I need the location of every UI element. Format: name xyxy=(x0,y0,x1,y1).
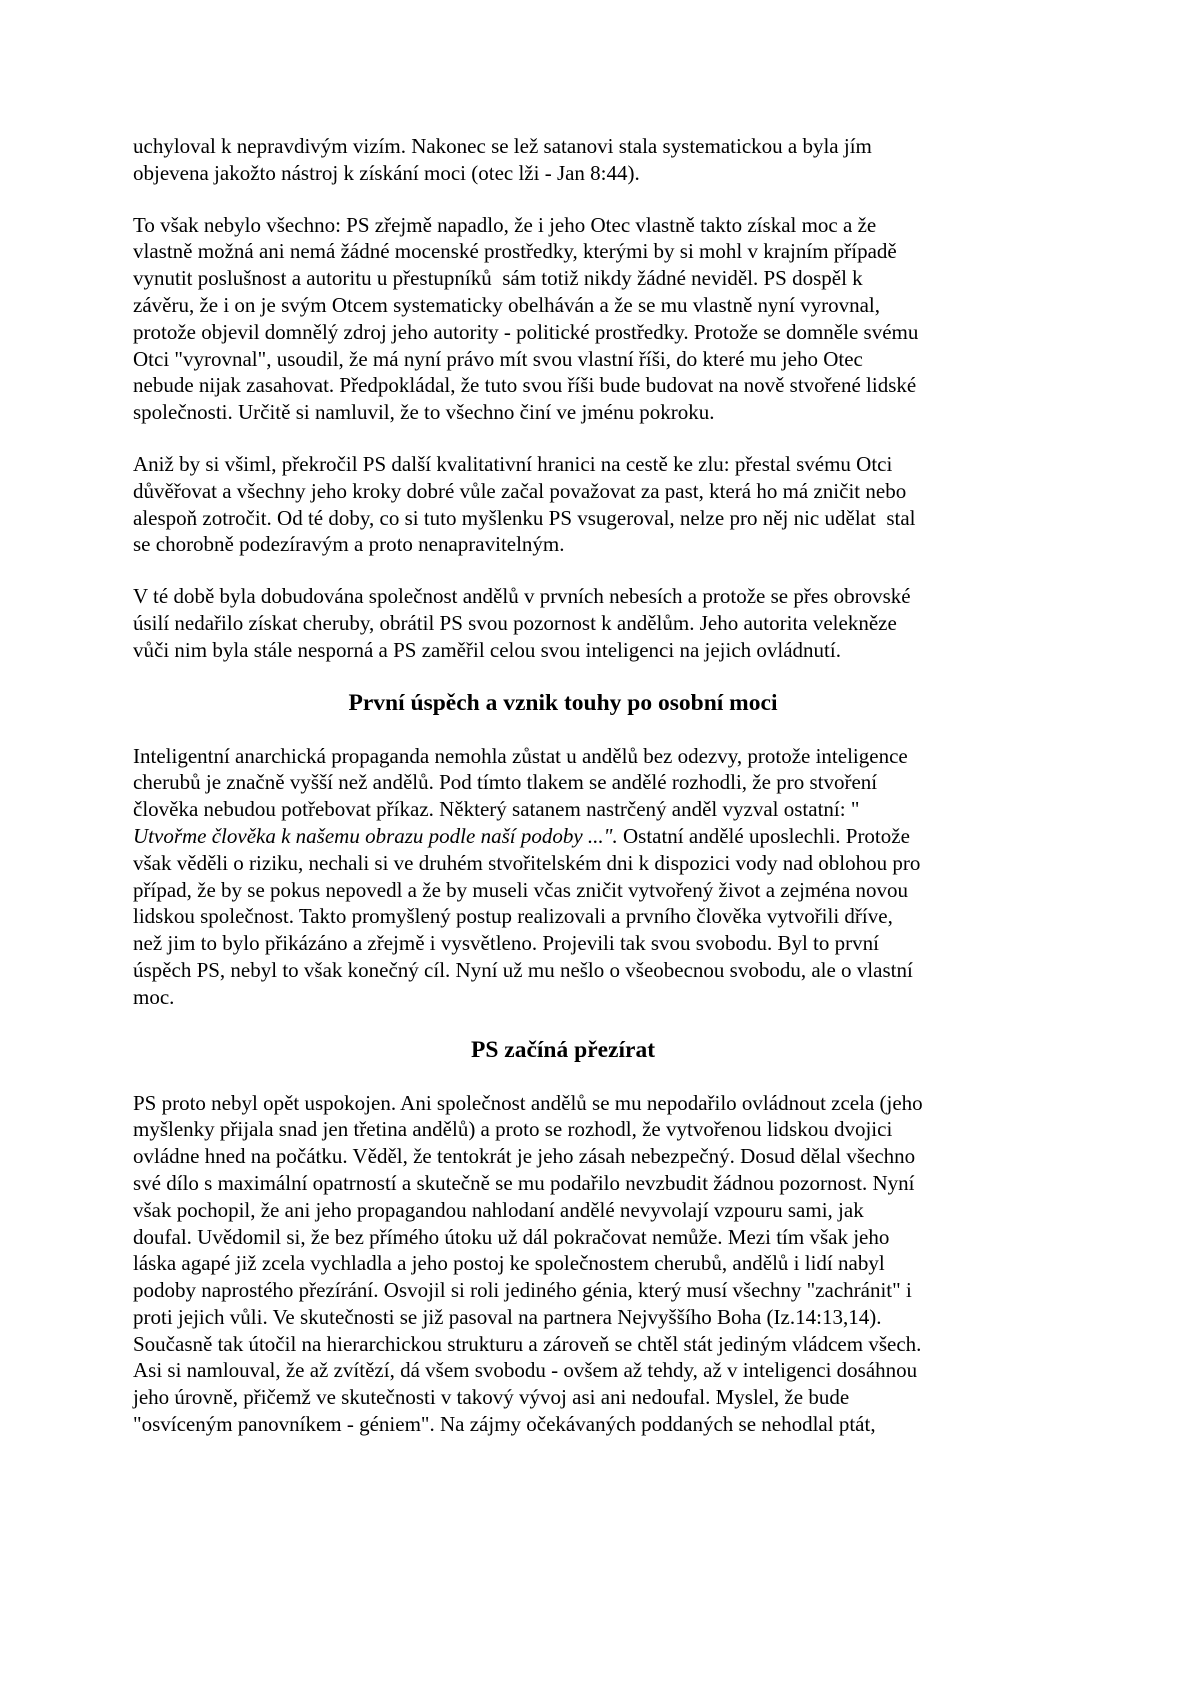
text-line: láska agapé již zcela vychladla a jeho postoj ke společnostem cherubů, andělů i lidí nabyl xyxy=(133,1251,885,1276)
section-heading: PS začíná přezírat xyxy=(470,1036,656,1063)
section-heading: První úspěch a vznik touhy po osobní moci xyxy=(348,689,778,716)
text-line: úspěch PS, nebyl to však konečný cíl. Nyní už mu nešlo o všeobecnou svobodu, ale o vlastní xyxy=(133,957,913,982)
text-line: Současně tak útočil na hierarchickou strukturu a zároveň se chtěl stát jediným vládcem všech. xyxy=(133,1331,922,1356)
text-line: jeho úrovně, přičemž ve skutečnosti v takový vývoj asi ani nedoufal. Myslel, že bude xyxy=(133,1385,850,1410)
text-line: proti jejich vůli. Ve skutečnosti se již pasoval na partnera Nejvyššího Boha (Iz.14:13,14). xyxy=(133,1304,882,1329)
text-line: myšlenky přijala snad jen třetina andělů) a proto se rozhodl, že vytvořenou lidskou dvojici xyxy=(133,1117,893,1142)
text-line: objevena jakožto nástroj k získání moci (otec lži - Jan 8:44). xyxy=(133,160,640,185)
page-content xyxy=(133,133,1013,1463)
text-line: podoby naprostého přezírání. Osvojil si roli jediného génia, který musí všechny "zachránit" i xyxy=(133,1278,912,1303)
text-line: ovládne hned na počátku. Věděl, že tentokrát je jeho zásah nebezpečný. Dosud dělal všechno xyxy=(133,1144,916,1169)
text-line: důvěřovat a všechny jeho kroky dobré vůle začal považovat za past, která ho má zničit nebo xyxy=(133,478,907,503)
text-line: vynutit poslušnost a autoritu u přestupníků sám totiž nikdy žádné neviděl. PS dospěl k xyxy=(133,266,863,291)
paragraph xyxy=(133,212,1013,426)
text-line xyxy=(133,823,1013,850)
text-line: své dílo s maximální opatrností a skutečně se mu podařilo nevzbudit žádnou pozornost. Nyní xyxy=(133,1170,915,1195)
text-line: V té době byla dobudována společnost andělů v prvních nebesích a protože se přes obrovské xyxy=(133,584,911,609)
text-line: "osvíceným panovníkem - géniem". Na zájmy očekávaných poddaných se nehodlal ptát, xyxy=(133,1412,876,1437)
text-line: alespoň zotročit. Od té doby, co si tuto myšlenku PS vsugeroval, nelze pro něj nic udělat stal xyxy=(133,505,916,530)
text-line: moc. xyxy=(133,984,175,1009)
text-line: společnosti. Určitě si namluvil, že to všechno činí ve jménu pokroku. xyxy=(133,400,715,425)
text-line: Asi si namlouval, že až zvítězí, dá všem svobodu - ovšem až tehdy, až v inteligenci dosáhnou xyxy=(133,1358,918,1383)
text-line: však věděli o riziku, nechali si ve druhém stvořitelském dni k dispozici vody nad oblohou pro xyxy=(133,850,921,875)
paragraph xyxy=(133,451,1013,558)
text-line: nebude nijak zasahovat. Předpokládal, že tuto svou říši bude budovat na nově stvořené lidské xyxy=(133,373,917,398)
text-line: než jim to bylo přikázáno a zřejmě i vysvětleno. Projevili tak svou svobodu. Byl to první xyxy=(133,931,879,956)
italic-quote: Utvořme člověka k našemu obrazu podle naší podoby ...". xyxy=(133,823,618,848)
paragraph xyxy=(133,1090,1013,1438)
paragraph xyxy=(133,133,1013,187)
paragraph xyxy=(133,743,1013,1011)
paragraph xyxy=(133,583,1013,663)
text-line: vůči nim byla stále nesporná a PS zaměřil celou svou inteligenci na jejich ovládnutí. xyxy=(133,637,841,662)
text-line: vlastně možná ani nemá žádné mocenské prostředky, kterými by si mohl v krajním případě xyxy=(133,239,897,264)
text-line: případ, že by se pokus nepovedl a že by museli včas zničit vytvořený život a zejména novou xyxy=(133,877,909,902)
text-line: cherubů je značně vyšší než andělů. Pod tímto tlakem se andělé rozhodli, že pro stvoření xyxy=(133,770,878,795)
text-fragment: Ostatní andělé uposlechli. Protože xyxy=(617,823,910,848)
text-line: závěru, že i on je svým Otcem systematicky obelháván a že se mu vlastně nyní vyrovnal, xyxy=(133,292,881,317)
text-line: PS proto nebyl opět uspokojen. Ani společnost andělů se mu nepodařilo ovládnout zcela (jeho xyxy=(133,1090,923,1115)
text-line: lidskou společnost. Takto promyšlený postup realizovali a prvního člověka vytvořili dříve, xyxy=(133,904,893,929)
text-line: Inteligentní anarchická propaganda nemohla zůstat u andělů bez odezvy, protože inteligence xyxy=(133,743,908,768)
text-line: To však nebylo všechno: PS zřejmě napadlo, že i jeho Otec vlastně takto získal moc a že xyxy=(133,212,877,237)
text-line: uchyloval k nepravdivým vizím. Nakonec se lež satanovi stala systematickou a byla jím xyxy=(133,134,872,158)
text-line: úsilí nedařilo získat cheruby, obrátil PS svou pozornost k andělům. Jeho autorita velekněze xyxy=(133,610,897,635)
text-line: protože objevil domnělý zdroj jeho autority - politické prostředky. Protože se domněle svému xyxy=(133,319,919,344)
text-line: člověka nebudou potřebovat příkaz. Některý satanem nastrčený anděl vyzval ostatní: " xyxy=(133,797,860,822)
text-line: se chorobně podezíravým a proto nenapravitelným. xyxy=(133,532,565,557)
text-line: doufal. Uvědomil si, že bez přímého útoku už dál pokračovat nemůže. Mezi tím však jeho xyxy=(133,1224,890,1249)
text-line: Aniž by si všiml, překročil PS další kvalitativní hranici na cestě ke zlu: přestal svému Otci xyxy=(133,451,893,476)
text-line: však pochopil, že ani jeho propagandou nahlodaní andělé nevyvolají vzpouru sami, jak xyxy=(133,1197,864,1222)
text-line: Otci "vyrovnal", usoudil, že má nyní právo mít svou vlastní říši, do které mu jeho Otec xyxy=(133,346,863,371)
